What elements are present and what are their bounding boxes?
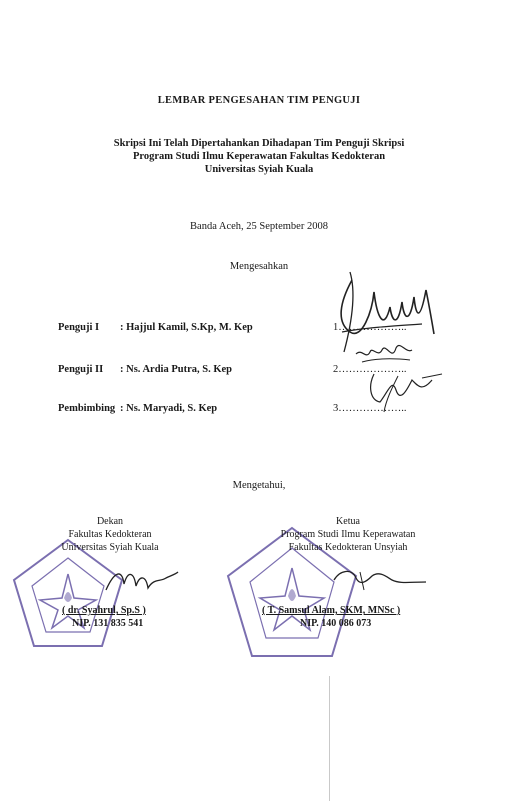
- head-title: Ketua: [336, 516, 360, 527]
- head-program: Program Studi Ilmu Keperawatan: [280, 529, 416, 540]
- examiner-2-sign-line: 2………………..: [333, 364, 407, 375]
- subtitle-line-2: Program Studi Ilmu Keperawatan Fakultas Kedokteran: [132, 151, 386, 162]
- scan-edge-line: [329, 676, 330, 801]
- subtitle-line-1: Skripsi Ini Telah Dipertahankan Dihadapan Tim Penguji Skripsi: [113, 138, 405, 149]
- head-faculty: Fakultas Kedokteran Unsyiah: [288, 542, 408, 553]
- examiner-2-role: Penguji II: [58, 364, 104, 375]
- examiner-1-role: Penguji I: [58, 322, 100, 333]
- dean-nip: NIP. 131 835 541: [72, 618, 144, 629]
- dean-university: Universitas Syiah Kuala: [61, 542, 159, 553]
- examiner-2-name: : Ns. Ardia Putra, S. Kep: [120, 364, 233, 375]
- head-nip: NIP. 140 086 073: [300, 618, 372, 629]
- document-title: LEMBAR PENGESAHAN TIM PENGUJI: [157, 95, 361, 106]
- place-date: Banda Aceh, 25 September 2008: [190, 221, 328, 232]
- examiner-3-sign-line: 3………………..: [333, 403, 407, 414]
- examiner-signatures: [322, 262, 462, 417]
- examiner-1-name: : Hajjul Kamil, S.Kp, M. Kep: [120, 322, 253, 333]
- dean-name: ( dr. Syahrul, Sp.S ): [62, 605, 146, 616]
- examiner-1-sign-line: 1………………..: [333, 322, 407, 333]
- approval-heading: Mengesahkan: [229, 261, 289, 272]
- dean-title: Dekan: [96, 516, 124, 527]
- acknowledged-heading: Mengetahui,: [232, 480, 286, 491]
- examiner-3-role: Pembimbing: [58, 403, 116, 414]
- dean-signature: [100, 560, 180, 600]
- subtitle-line-3: Universitas Syiah Kuala: [204, 164, 314, 175]
- examiner-3-name: : Ns. Maryadi, S. Kep: [120, 403, 218, 414]
- head-name: ( T. Samsul Alam, SKM, MNSc ): [262, 605, 401, 616]
- head-signature: [330, 560, 430, 600]
- dean-faculty: Fakultas Kedokteran: [68, 529, 152, 540]
